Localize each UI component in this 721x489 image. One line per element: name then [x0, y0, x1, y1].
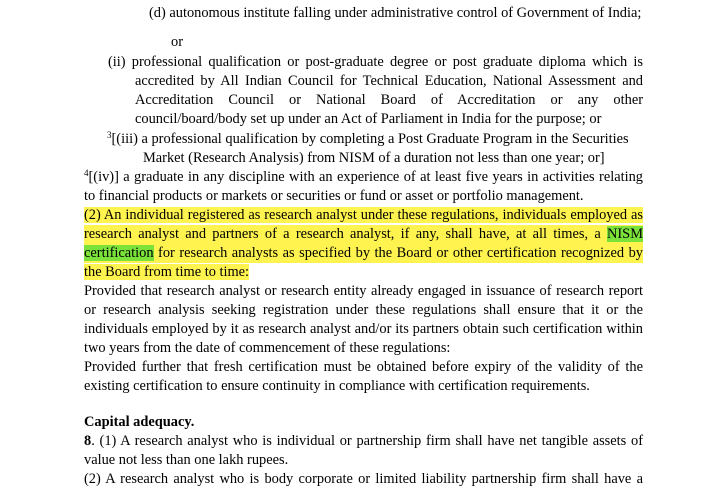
proviso-1-line-3: individuals employed by it as research analyst and/or its partners obtain such certification within: [84, 321, 643, 337]
highlighted-paragraph-line-1: [84, 206, 643, 225]
highlighted-paragraph-line-2: research analyst and partners of a research analyst, if any, shall have, at all times, a NISM: [84, 226, 643, 242]
highlight-yellow: (2) An individual registered as research analyst under these regulations, individuals employed as: [84, 207, 643, 223]
clause-ii-line-1: (ii) professional qualification or post-graduate degree or post graduate diploma which is: [108, 54, 643, 70]
or-connector: or: [171, 34, 183, 50]
clause-ii-line-2: accredited by All Indian Council for Technical Education, National Assessment and: [135, 73, 643, 89]
regulation-8-line-2: value not less than one lakh rupees.: [84, 452, 289, 468]
highlighted-paragraph-line-3: certification for research analysts as specified by the Board or other certification recognized by: [84, 245, 643, 261]
footnote-marker: 4: [84, 168, 89, 178]
proviso-1-line-2: or research analysis seeking registration under these regulations shall ensure that it or the: [84, 302, 643, 318]
clause-iv-line-1: $^4$[(iv)] a graduate in any discipline with an experience of at least five years in activities relating: [84, 168, 643, 185]
clause-ii-line-3: Accreditation Council or National Board of Accreditation or any other: [135, 92, 643, 108]
proviso-1-line-4: two years from the date of commencement of these regulations:: [84, 340, 451, 356]
highlight-green-certification: certification: [84, 245, 154, 261]
proviso-2-line-1: Provided further that fresh certification must be obtained before expiry of the validity of the: [84, 359, 643, 375]
highlight-yellow: the Board from time to time:: [84, 264, 250, 280]
regulation-8-line-3: (2) A research analyst who is body corporate or limited liability partnership firm shall have a: [84, 471, 643, 487]
highlight-green-nism: NISM: [607, 226, 643, 242]
proviso-2-line-2: existing certification to ensure continuity in compliance with certification requirements.: [84, 378, 590, 394]
clause-iii-line-2: Market (Research Analysis) from NISM of a duration not less than one year; or]: [143, 150, 605, 166]
section-heading: Capital adequacy.: [84, 414, 195, 430]
proviso-1-line-1: Provided that research analyst or research entity already engaged in issuance of research report: [84, 283, 643, 299]
footnote-marker: 3: [107, 130, 112, 140]
clause-iv-line-2: to financial products or markets or securities or fund or asset or portfolio management.: [84, 188, 584, 204]
regulation-8-line-1: 8. (1) A research analyst who is individual or partnership firm shall have net tangible assets of: [84, 433, 643, 449]
regulation-number: 8: [84, 433, 92, 449]
clause-d-line: (d) autonomous institute falling under administrative control of Government of India;: [149, 5, 642, 21]
highlighted-paragraph-line-4: [84, 263, 249, 282]
clause-iii-line-1: $^3$[(iii) a professional qualification by completing a Post Graduate Program in the Securities: [107, 130, 629, 147]
clause-ii-line-4: council/board/body set up under an Act of Parliament in India for the purpose; or: [135, 111, 602, 127]
